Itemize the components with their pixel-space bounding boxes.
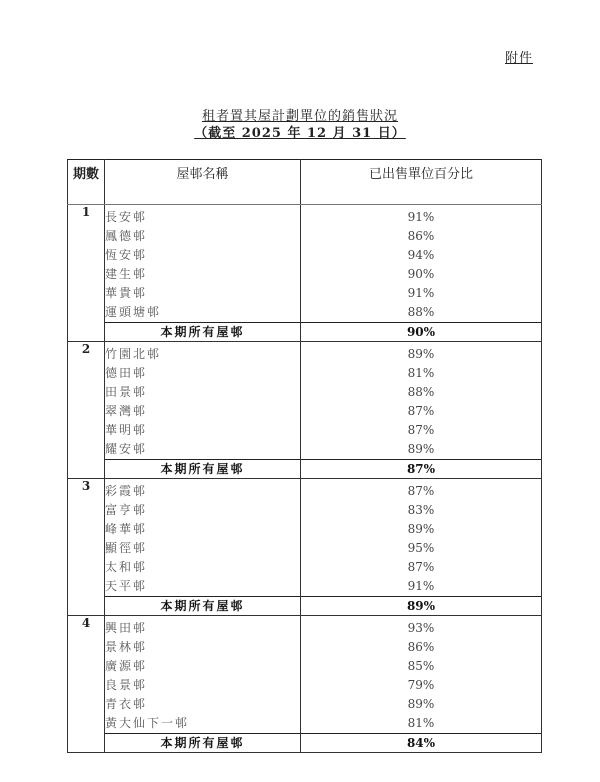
percent-sold-cell: 89% bbox=[301, 342, 542, 365]
estate-name-cell: 華貴邨 bbox=[105, 284, 301, 303]
percent-sold-cell: 79% bbox=[301, 676, 542, 695]
percent-sold-cell: 87% bbox=[301, 402, 542, 421]
percent-sold-cell: 88% bbox=[301, 383, 542, 402]
estate-name-cell: 景林邨 bbox=[105, 638, 301, 657]
header-row bbox=[68, 160, 542, 205]
period-cell: 1 bbox=[68, 205, 105, 342]
table-row bbox=[68, 421, 542, 440]
estate-name-cell: 竹園北邨 bbox=[105, 342, 301, 365]
percent-sold-cell: 87% bbox=[301, 421, 542, 440]
period-cell: 3 bbox=[68, 479, 105, 616]
percent-sold-cell: 87% bbox=[301, 558, 542, 577]
estate-name-cell: 黃大仙下一邨 bbox=[105, 714, 301, 734]
percent-sold-cell: 91% bbox=[301, 284, 542, 303]
period-cell: 2 bbox=[68, 342, 105, 479]
estate-name-cell: 彩霞邨 bbox=[105, 479, 301, 502]
estate-name-cell: 田景邨 bbox=[105, 383, 301, 402]
estate-name-cell: 翠灣邨 bbox=[105, 402, 301, 421]
estate-name-cell: 耀安邨 bbox=[105, 440, 301, 460]
table-row bbox=[68, 284, 542, 303]
table-row bbox=[68, 265, 542, 284]
percent-sold-cell: 95% bbox=[301, 539, 542, 558]
percent-sold-cell: 89% bbox=[301, 695, 542, 714]
table-row bbox=[68, 714, 542, 734]
table-row bbox=[68, 246, 542, 265]
document-title-block bbox=[0, 108, 600, 142]
subtotal-percent: 89% bbox=[301, 597, 542, 616]
subtotal-row bbox=[68, 597, 542, 616]
estate-name-cell: 廣源邨 bbox=[105, 657, 301, 676]
table-row bbox=[68, 383, 542, 402]
percent-sold-cell: 81% bbox=[301, 714, 542, 734]
period-cell: 4 bbox=[68, 616, 105, 753]
table-row bbox=[68, 501, 542, 520]
table-row bbox=[68, 520, 542, 539]
percent-sold-cell: 85% bbox=[301, 657, 542, 676]
estate-name-cell: 太和邨 bbox=[105, 558, 301, 577]
subtotal-percent: 84% bbox=[301, 734, 542, 753]
table-row bbox=[68, 440, 542, 460]
table-row bbox=[68, 303, 542, 323]
subtotal-percent: 90% bbox=[301, 323, 542, 342]
percent-sold-cell: 91% bbox=[301, 577, 542, 597]
subtotal-row bbox=[68, 323, 542, 342]
table-row bbox=[68, 205, 542, 228]
table-row bbox=[68, 227, 542, 246]
document-subtitle: （截至 2025 年 12 月 31 日） bbox=[194, 126, 406, 141]
subtotal-label: 本期所有屋邨 bbox=[105, 734, 301, 753]
subtotal-row bbox=[68, 460, 542, 479]
percent-sold-cell: 94% bbox=[301, 246, 542, 265]
table-row bbox=[68, 577, 542, 597]
percent-sold-cell: 91% bbox=[301, 205, 542, 228]
table-row bbox=[68, 364, 542, 383]
estate-name-cell: 恆安邨 bbox=[105, 246, 301, 265]
estate-name-cell: 華明邨 bbox=[105, 421, 301, 440]
table-row bbox=[68, 402, 542, 421]
subtotal-percent: 87% bbox=[301, 460, 542, 479]
table-row bbox=[68, 657, 542, 676]
percent-sold-cell: 87% bbox=[301, 479, 542, 502]
table-row bbox=[68, 676, 542, 695]
table-row bbox=[68, 558, 542, 577]
header-period: 期數 bbox=[68, 160, 105, 205]
subtotal-label: 本期所有屋邨 bbox=[105, 460, 301, 479]
percent-sold-cell: 81% bbox=[301, 364, 542, 383]
percent-sold-cell: 93% bbox=[301, 616, 542, 639]
estate-name-cell: 鳳德邨 bbox=[105, 227, 301, 246]
subtotal-label: 本期所有屋邨 bbox=[105, 323, 301, 342]
estate-name-cell: 德田邨 bbox=[105, 364, 301, 383]
table-row bbox=[68, 342, 542, 365]
estate-name-cell: 天平邨 bbox=[105, 577, 301, 597]
table-row bbox=[68, 695, 542, 714]
estate-name-cell: 長安邨 bbox=[105, 205, 301, 228]
table-row bbox=[68, 539, 542, 558]
estate-name-cell: 良景邨 bbox=[105, 676, 301, 695]
percent-sold-cell: 90% bbox=[301, 265, 542, 284]
subtotal-row bbox=[68, 734, 542, 753]
table-row bbox=[68, 479, 542, 502]
table-row bbox=[68, 616, 542, 639]
percent-sold-cell: 86% bbox=[301, 638, 542, 657]
percent-sold-cell: 88% bbox=[301, 303, 542, 323]
sales-table bbox=[67, 159, 542, 753]
estate-name-cell: 顯徑邨 bbox=[105, 539, 301, 558]
percent-sold-cell: 83% bbox=[301, 501, 542, 520]
estate-name-cell: 富亨邨 bbox=[105, 501, 301, 520]
percent-sold-cell: 86% bbox=[301, 227, 542, 246]
table-row bbox=[68, 638, 542, 657]
subtotal-label: 本期所有屋邨 bbox=[105, 597, 301, 616]
table-body bbox=[68, 205, 542, 753]
percent-sold-cell: 89% bbox=[301, 440, 542, 460]
header-estate-name: 屋邨名稱 bbox=[105, 160, 301, 205]
annex-label: 附件 bbox=[505, 51, 534, 66]
estate-name-cell: 青衣邨 bbox=[105, 695, 301, 714]
estate-name-cell: 運頭塘邨 bbox=[105, 303, 301, 323]
percent-sold-cell: 89% bbox=[301, 520, 542, 539]
estate-name-cell: 峰華邨 bbox=[105, 520, 301, 539]
estate-name-cell: 建生邨 bbox=[105, 265, 301, 284]
document-title: 租者置其屋計劃單位的銷售狀況 bbox=[201, 109, 398, 124]
estate-name-cell: 興田邨 bbox=[105, 616, 301, 639]
header-percent-sold: 已出售單位百分比 bbox=[301, 160, 542, 205]
